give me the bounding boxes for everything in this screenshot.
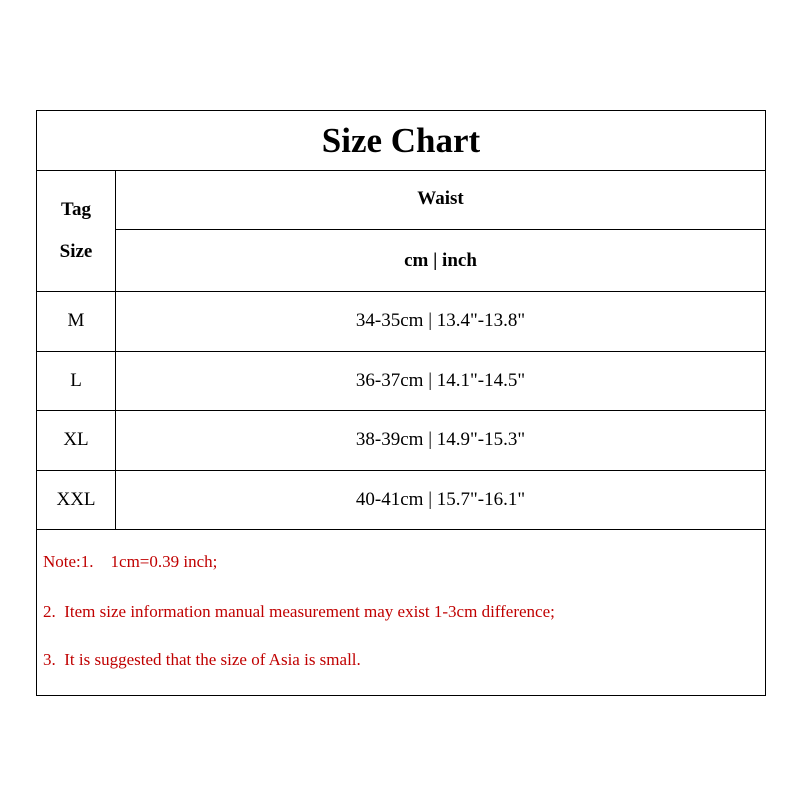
tag-label: Tag bbox=[61, 199, 91, 220]
size-cell: XXL bbox=[37, 471, 116, 530]
size-cell: XL bbox=[37, 411, 116, 470]
size-cell: L bbox=[37, 352, 116, 411]
size-label: Size bbox=[59, 241, 93, 262]
waist-cell: 34-35cm | 13.4"-13.8" bbox=[355, 310, 526, 332]
size-chart-table bbox=[36, 110, 766, 696]
tag-size-header bbox=[37, 171, 116, 291]
size-cell: M bbox=[37, 292, 116, 351]
waist-cell: 40-41cm | 15.7"-16.1" bbox=[355, 488, 526, 510]
note-2: 2. Item size information manual measurement may exist 1-3cm difference; bbox=[43, 602, 555, 621]
units-header: cm | inch bbox=[404, 249, 477, 271]
notes-section bbox=[37, 530, 765, 695]
table-header bbox=[37, 171, 765, 292]
table-row bbox=[37, 352, 765, 412]
waist-cell: 38-39cm | 14.9"-15.3" bbox=[355, 429, 526, 451]
table-row bbox=[37, 411, 765, 471]
note-3: 3. It is suggested that the size of Asia is small. bbox=[43, 650, 361, 669]
waist-header-column bbox=[116, 171, 765, 291]
chart-title: Size Chart bbox=[37, 111, 765, 171]
table-row bbox=[37, 471, 765, 531]
note-1: Note:1. 1cm=0.39 inch; bbox=[43, 552, 218, 571]
waist-header: Waist bbox=[116, 171, 765, 230]
waist-cell: 36-37cm | 14.1"-14.5" bbox=[355, 369, 526, 391]
table-row bbox=[37, 292, 765, 352]
